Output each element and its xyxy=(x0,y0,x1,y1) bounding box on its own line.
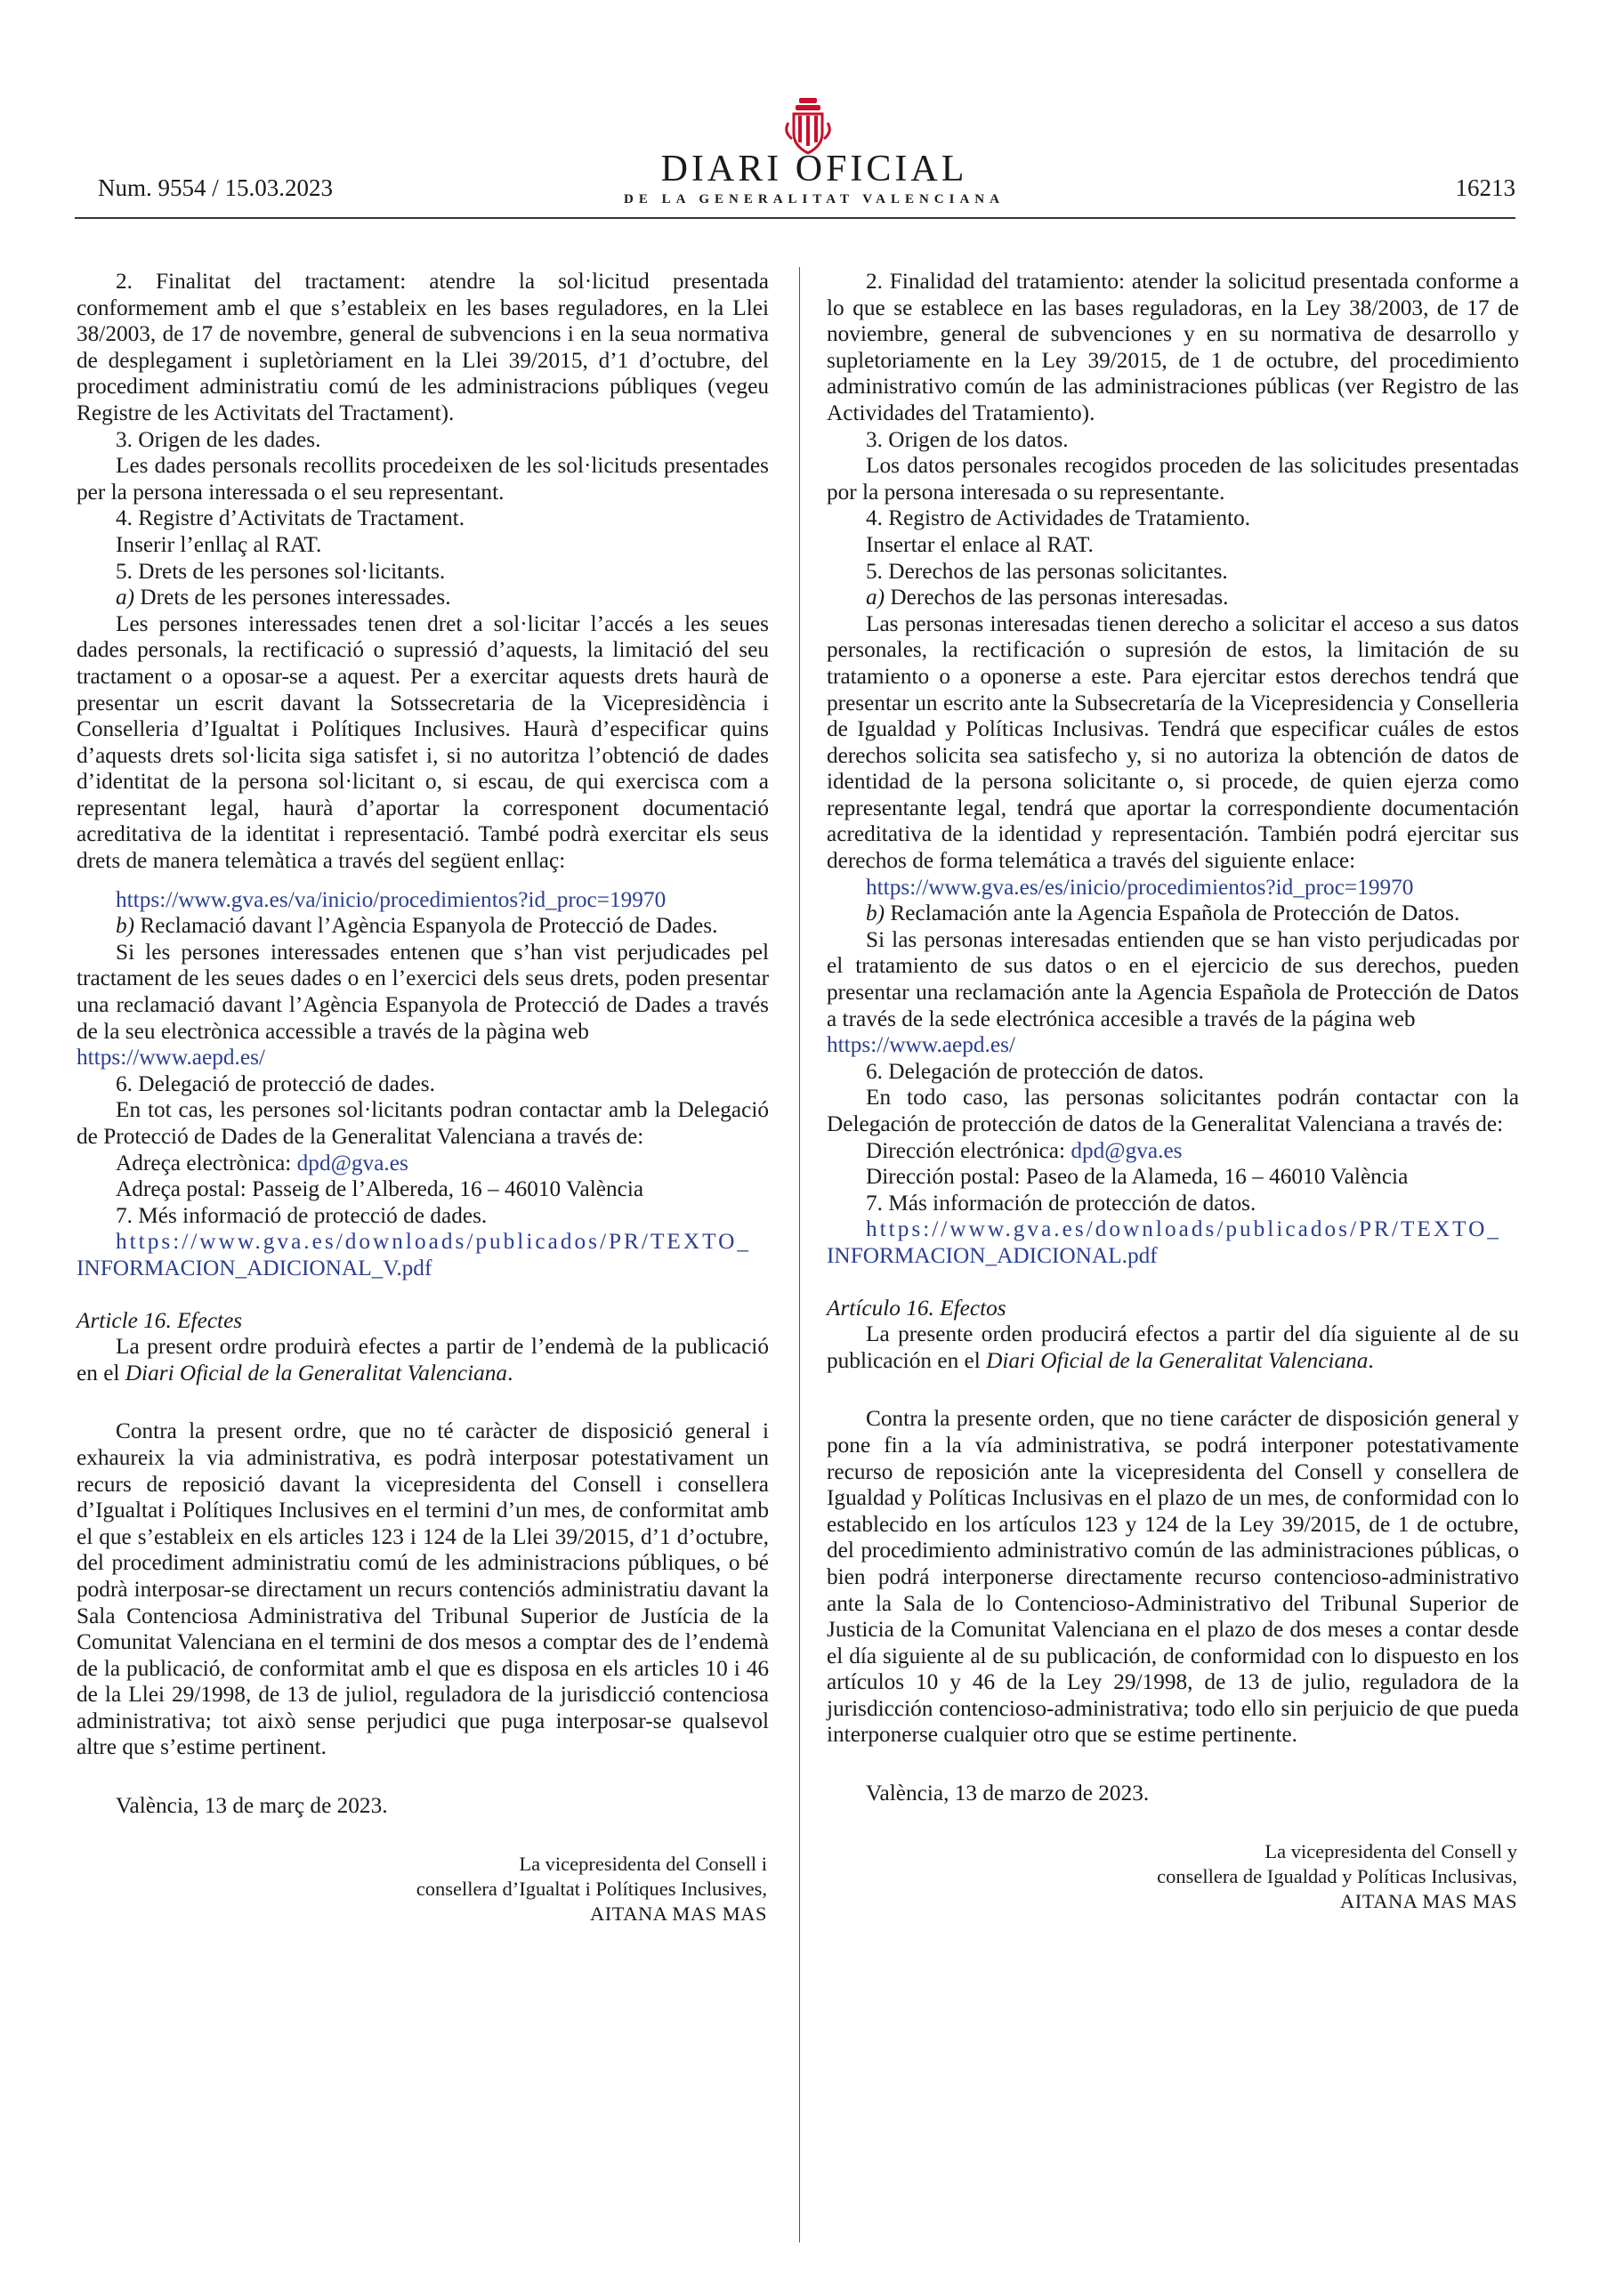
signatory-name: AITANA MAS MAS xyxy=(1340,1889,1517,1912)
section-heading: 5. Derechos de las personas solicitantes. xyxy=(866,558,1228,584)
paragraph: Si les persones interessades entenen que s’han vist perjudicades pel tractament de les seues dades o en l’exercici dels seus drets, poden presentar una reclamació davant l’Agència Espanyola de Protecció de Dades a través de la seu electrònica accessible a través de la pàgina web xyxy=(77,939,769,1044)
paragraph: Les persones interessades tenen dret a sol·licitar l’accés a les seues dades personals, la rectificació o supressió d’aquests, la limitació del seu tractament o a oposar-se a aquest. Per a exercitar aquests drets haurà de presentar un escrit davant la Sotssecretaria de la Vicepresidència i Conselleria d’Igualtat i Polítiques Inclusives. Haurà d’especificar quins d’aquests drets sol·licita siga satisfet i, si no autoritza l’obtenció de dades d’identitat de la persona sol·licitant o, si escau, de qui exercisca com a representant legal, haurà d’aportar la corresponent documentació acreditativa de la identitat i representació. També podrà exercitar els seus drets de manera telemàtica a través del següent enllaç: xyxy=(77,610,769,874)
subsection-heading xyxy=(77,585,769,611)
section-heading: 4. Registre d’Activitats de Tractament. xyxy=(116,505,465,531)
paragraph-text: La present ordre produirà efectes a partir de l’endemà de la publicació en el xyxy=(77,1334,769,1385)
signature-block xyxy=(827,1839,1519,1914)
subsection-text: Drets de les persones interessades. xyxy=(134,585,451,610)
paragraph: Los datos personales recogidos proceden de las solicitudes presentadas por la persona interesada o su representante. xyxy=(827,453,1519,505)
list-letter: b) xyxy=(866,901,885,926)
section-heading: 3. Origen de les dades. xyxy=(116,426,321,452)
subsection-text: Derechos de las personas interesadas. xyxy=(885,585,1229,610)
paragraph-text: La presente orden producirá efectos a partir del día siguiente al de su publicación en el xyxy=(827,1321,1519,1373)
info-pdf-link-continued[interactable]: INFORMACION_ADICIONAL.pdf xyxy=(827,1242,1158,1268)
signature-block xyxy=(77,1852,769,1927)
paragraph: Les dades personals recollits procedeixen de les sol·licituds presentades per la persona interessada o el seu representant. xyxy=(77,453,769,505)
aepd-link[interactable]: https://www.aepd.es/ xyxy=(827,1032,1015,1058)
paragraph: Insertar el enlace al RAT. xyxy=(866,531,1094,557)
paragraph-text: . xyxy=(507,1360,513,1385)
procedure-link[interactable]: https://www.gva.es/va/inicio/procedimientos?id_proc=19970 xyxy=(116,886,667,912)
section-heading: 7. Més informació de protecció de dades. xyxy=(116,1202,488,1228)
article-title: Artículo 16. Efectos xyxy=(827,1295,1006,1321)
paragraph: Inserir l’enllaç al RAT. xyxy=(116,531,322,557)
journal-name: Diari Oficial de la Generalitat Valenciana xyxy=(986,1347,1369,1373)
header-rule xyxy=(75,217,1515,219)
paragraph: En todo caso, las personas solicitantes podrán contactar con la Delegación de protección de datos de la Generalitat Valenciana a través de: xyxy=(827,1085,1519,1136)
date-line: València, 13 de març de 2023. xyxy=(116,1793,388,1819)
list-letter: a) xyxy=(116,585,135,610)
subsection-heading xyxy=(827,901,1519,927)
email-line xyxy=(77,1151,769,1177)
paragraph-text: . xyxy=(1368,1347,1374,1373)
article-title: Article 16. Efectes xyxy=(77,1307,243,1333)
paragraph: Contra la presente orden, que no tiene carácter de disposición general y pone fin a la vía administrativa, se podrá interponer potestativamente recurso de reposición ante la vicepresidenta del Consell y consellera de Igualdad y Políticas Inclusivas en el plazo de un mes, de conformidad con lo establecido en los artículos 123 y 124 de la Ley 39/2015, de 1 de octubre, del procedimiento administrativo común de las administraciones públicas, o bien podrá interponerse directamente recurso contencioso-administrativo ante la Sala de lo Contencioso-Administrativo del Tribunal Superior de Justicia de la Comunitat Valenciana en el plazo de dos meses a contar desde el día siguiente al de su publicación, de conformidad con lo dispuesto en los artículos 10 y 46 de la Ley 29/1998, de 13 de julio, reguladora de la jurisdicción contencioso-administrativa; todo ello sin perjuicio de que pueda interponerse cualquier otro que se estime pertinente. xyxy=(827,1406,1519,1748)
section-heading: 3. Origen de los datos. xyxy=(866,426,1069,452)
paragraph: Las personas interesadas tienen derecho a solicitar el acceso a sus datos personales, la rectificación o supresión de estos, la limitación de su tratamiento o a oponerse a este. Para ejercitar estos derechos tendrá que presentar un escrito ante la Subsecretaría de la Vicepresidencia y Conselleria de Igualdad y Políticas Inclusivas. Tendrá que especificar cuáles de estos derechos solicita sea satisfecho y, si no autoriza la obtención de datos de identidad de la persona solicitante o, si procede, de quien ejerza como representante legal, tendrá que aportar la correspondiente documentación acreditativa de la identidad y representación. También podrá ejercitar sus derechos de forma telemática a través del siguiente enlace: xyxy=(827,610,1519,874)
masthead-subtitle: DE LA GENERALITAT VALENCIANA xyxy=(624,192,1005,206)
email-label: Adreça electrònica: xyxy=(116,1150,297,1175)
section-heading: 4. Registro de Actividades de Tratamiento. xyxy=(866,505,1251,531)
section-heading: 6. Delegación de protección de datos. xyxy=(866,1058,1205,1084)
list-letter: b) xyxy=(116,913,135,939)
email-label: Dirección electrónica: xyxy=(866,1137,1071,1163)
info-pdf-link-continued[interactable]: INFORMACION_ADICIONAL_V.pdf xyxy=(77,1255,432,1280)
signature-line: La vicepresidenta del Consell i xyxy=(519,1852,767,1875)
paragraph: 2. Finalitat del tractament: atendre la sol·licitud presentada conformement amb el que s’estableix en les bases reguladores, en la Llei 38/2003, de 17 de novembre, general de subvencions i en la seua normativa de desplegament i supletòriament en la Llei 39/2015, d’1 d’octubre, del procediment administratiu comú de les administracions públiques (vegeu Registre de les Activitats del Tractament). xyxy=(77,269,769,425)
subsection-heading xyxy=(827,585,1519,611)
procedure-link[interactable]: https://www.gva.es/es/inicio/procedimientos?id_proc=19970 xyxy=(866,874,1414,900)
date-line: València, 13 de marzo de 2023. xyxy=(866,1781,1150,1806)
info-pdf-link[interactable]: https://www.gva.es/downloads/publicados/PR/TEXTO_ xyxy=(116,1229,752,1255)
paragraph: En tot cas, les persones sol·licitants podran contactar amb la Delegació de Protecció de Dades de la Generalitat Valenciana a través de: xyxy=(77,1097,769,1149)
subsection-text: Reclamació davant l’Agència Espanyola de Protecció de Dades. xyxy=(134,913,718,939)
paragraph: Si las personas interesadas entienden que se han visto perjudicadas por el tratamiento de sus datos o en el ejercicio de sus derechos, pueden presentar una reclamación ante la Agencia Española de Protección de Datos a través de la sede electrónica accesible a través de la página web xyxy=(827,926,1519,1031)
signature-line: La vicepresidenta del Consell y xyxy=(1264,1839,1517,1862)
email-link[interactable]: dpd@gva.es xyxy=(1071,1137,1183,1163)
section-heading: 6. Delegació de protecció de dades. xyxy=(116,1070,435,1096)
page-number: 16213 xyxy=(1455,174,1515,201)
email-link[interactable]: dpd@gva.es xyxy=(296,1150,408,1175)
spanish-column xyxy=(827,269,1519,1914)
signature-line: consellera d’Igualtat i Polítiques Inclusives, xyxy=(416,1877,767,1900)
list-letter: a) xyxy=(866,585,885,610)
paragraph: 2. Finalidad del tratamiento: atender la solicitud presentada conforme a lo que se establece en las bases reguladoras, en la Ley 38/2003, de 17 de noviembre, general de subvenciones y en su normativa de desarrollo y supletoriamente en la Ley 39/2015, de 1 de octubre, del procedimiento administrativo común de las administraciones públicas (ver Registro de las Actividades del Tratamiento). xyxy=(827,269,1519,425)
aepd-link[interactable]: https://www.aepd.es/ xyxy=(77,1045,265,1070)
signature-line: consellera de Igualdad y Políticas Inclusivas, xyxy=(1157,1864,1517,1887)
issue-number: Num. 9554 / 15.03.2023 xyxy=(98,174,334,201)
info-pdf-link[interactable]: https://www.gva.es/downloads/publicados/PR/TEXTO_ xyxy=(866,1216,1502,1242)
subsection-heading xyxy=(77,913,769,940)
paragraph xyxy=(827,1321,1519,1374)
valencian-column xyxy=(77,269,769,1927)
section-heading: 7. Más información de protección de datos. xyxy=(866,1190,1256,1216)
section-heading: 5. Drets de les persones sol·licitants. xyxy=(116,558,446,584)
signatory-name: AITANA MAS MAS xyxy=(590,1902,767,1925)
postal-address: Dirección postal: Paseo de la Alameda, 16 – 46010 València xyxy=(866,1164,1409,1190)
journal-name: Diari Oficial de la Generalitat Valenciana xyxy=(125,1360,508,1385)
paragraph xyxy=(77,1334,769,1386)
email-line xyxy=(827,1138,1519,1165)
subsection-text: Reclamación ante la Agencia Española de Protección de Datos. xyxy=(885,901,1460,926)
masthead-title: DIARI OFICIAL xyxy=(660,149,968,190)
column-divider xyxy=(799,267,800,2242)
paragraph: Contra la present ordre, que no té caràcter de disposició general i exhaureix la via administrativa, es podrà interposar potestativament un recurs de reposició davant la vicepresidenta del Consell i consellera d’Igualtat i Polítiques Inclusives en el termini d’un mes, de conformitat amb el que s’estableix en els articles 123 i 124 de la Llei 39/2015, d’1 d’octubre, del procediment administratiu comú de les administracions públiques, o bé podrà interposar-se directament un recurs contenciós administratiu davant la Sala Contenciosa Administrativa del Tribunal Superior de Justícia de la Comunitat Valenciana en el termini de dos mesos a comptar des de l’endemà de la publicació, de conformitat amb el que es disposa en els articles 10 i 46 de la Llei 29/1998, de 13 de juliol, reguladora de la jurisdicció contenciosa administrativa; tot això sense perjudici que puga interposar-se qualsevol altre que s’estime pertinent. xyxy=(77,1418,769,1760)
postal-address: Adreça postal: Passeig de l’Albereda, 16 – 46010 València xyxy=(116,1176,644,1202)
